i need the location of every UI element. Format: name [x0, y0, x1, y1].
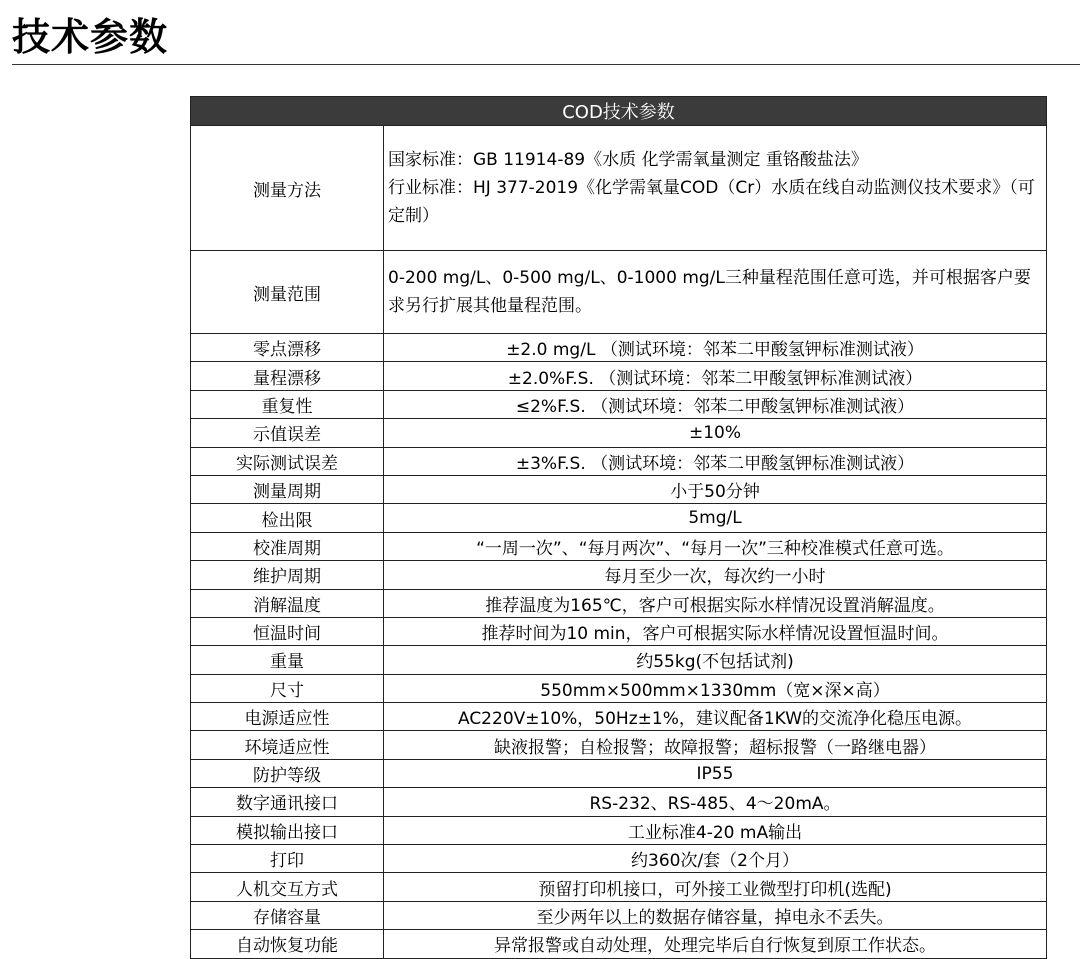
param-label: 自动恢复功能 [191, 930, 384, 958]
param-value: 5mg/L [384, 504, 1047, 532]
param-label: 实际测试误差 [191, 447, 384, 475]
param-label: 消解温度 [191, 589, 384, 617]
param-value: 国家标准：GB 11914-89《水质 化学需氧量测定 重铬酸盐法》 行业标准：HJ 377-2019《化学需氧量COD（Cr）水质在线自动监测仪技术要求》（可定制） [384, 126, 1047, 251]
param-value: “一周一次”、“每月两次”、“每月一次”三种校准模式任意可选。 [384, 532, 1047, 560]
table-row [191, 703, 1047, 731]
param-value: 推荐温度为165℃，客户可根据实际水样情况设置消解温度。 [384, 589, 1047, 617]
param-label: 重量 [191, 646, 384, 674]
param-label: 检出限 [191, 504, 384, 532]
page-title: 技术参数 [12, 15, 169, 59]
param-label: 测量周期 [191, 475, 384, 503]
param-value: 约55kg(不包括试剂) [384, 646, 1047, 674]
param-value: RS-232、RS-485、4～20mA。 [384, 788, 1047, 816]
param-label: 测量方法 [191, 126, 384, 251]
param-value: 预留打印机接口，可外接工业微型打印机(选配) [384, 873, 1047, 901]
table-row [191, 390, 1047, 418]
param-value: ±3%F.S. （测试环境：邻苯二甲酸氢钾标准测试液） [384, 447, 1047, 475]
param-label: 环境适应性 [191, 731, 384, 759]
param-label: 恒温时间 [191, 617, 384, 645]
table-row [191, 759, 1047, 787]
param-label: 尺寸 [191, 674, 384, 702]
param-label: 维护周期 [191, 561, 384, 589]
table-row [191, 362, 1047, 390]
param-value: 约360次/套（2个月） [384, 845, 1047, 873]
table-row [191, 504, 1047, 532]
param-label: 测量范围 [191, 251, 384, 334]
param-value: ±2.0%F.S. （测试环境：邻苯二甲酸氢钾标准测试液） [384, 362, 1047, 390]
param-value: 缺液报警；自检报警；故障报警；超标报警（一路继电器） [384, 731, 1047, 759]
table-row [191, 532, 1047, 560]
param-value: 550mm×500mm×1330mm（宽×深×高） [384, 674, 1047, 702]
table-row [191, 334, 1047, 362]
param-value: AC220V±10%，50Hz±1%，建议配备1KW的交流净化稳压电源。 [384, 703, 1047, 731]
table-row [191, 845, 1047, 873]
table-row [191, 873, 1047, 901]
table-row [191, 561, 1047, 589]
param-label: 校准周期 [191, 532, 384, 560]
param-value: 小于50分钟 [384, 475, 1047, 503]
table-row [191, 589, 1047, 617]
table-row [191, 617, 1047, 645]
table-row [191, 674, 1047, 702]
param-label: 模拟输出接口 [191, 816, 384, 844]
param-value: ±2.0 mg/L （测试环境：邻苯二甲酸氢钾标准测试液） [384, 334, 1047, 362]
param-value: 异常报警或自动处理，处理完毕后自行恢复到原工作状态。 [384, 930, 1047, 958]
table-row [191, 930, 1047, 958]
table-row [191, 475, 1047, 503]
table-header: COD技术参数 [191, 97, 1047, 126]
table-row [191, 901, 1047, 929]
param-label: 打印 [191, 845, 384, 873]
param-label: 示值误差 [191, 419, 384, 447]
table-row [191, 447, 1047, 475]
param-label: 人机交互方式 [191, 873, 384, 901]
table-row [191, 731, 1047, 759]
param-value: 每月至少一次，每次约一小时 [384, 561, 1047, 589]
param-value: 0-200 mg/L、0-500 mg/L、0-1000 mg/L三种量程范围任意可选，并可根据客户要求另行扩展其他量程范围。 [384, 251, 1047, 334]
table-row [191, 816, 1047, 844]
param-label: 电源适应性 [191, 703, 384, 731]
title-divider [12, 64, 1080, 65]
param-value: ≤2%F.S. （测试环境：邻苯二甲酸氢钾标准测试液） [384, 390, 1047, 418]
param-label: 重复性 [191, 390, 384, 418]
cod-spec-table [190, 96, 1047, 959]
table-row [191, 646, 1047, 674]
param-label: 存储容量 [191, 901, 384, 929]
param-label: 零点漂移 [191, 334, 384, 362]
param-label: 防护等级 [191, 759, 384, 787]
param-value: IP55 [384, 759, 1047, 787]
param-value: 至少两年以上的数据存储容量，掉电永不丢失。 [384, 901, 1047, 929]
table-row [191, 251, 1047, 334]
param-value: ±10% [384, 419, 1047, 447]
table-row [191, 788, 1047, 816]
table-body [191, 126, 1047, 959]
table-row [191, 419, 1047, 447]
param-label: 数字通讯接口 [191, 788, 384, 816]
param-value: 工业标准4-20 mA输出 [384, 816, 1047, 844]
table-row [191, 126, 1047, 251]
param-label: 量程漂移 [191, 362, 384, 390]
param-value: 推荐时间为10 min，客户可根据实际水样情况设置恒温时间。 [384, 617, 1047, 645]
